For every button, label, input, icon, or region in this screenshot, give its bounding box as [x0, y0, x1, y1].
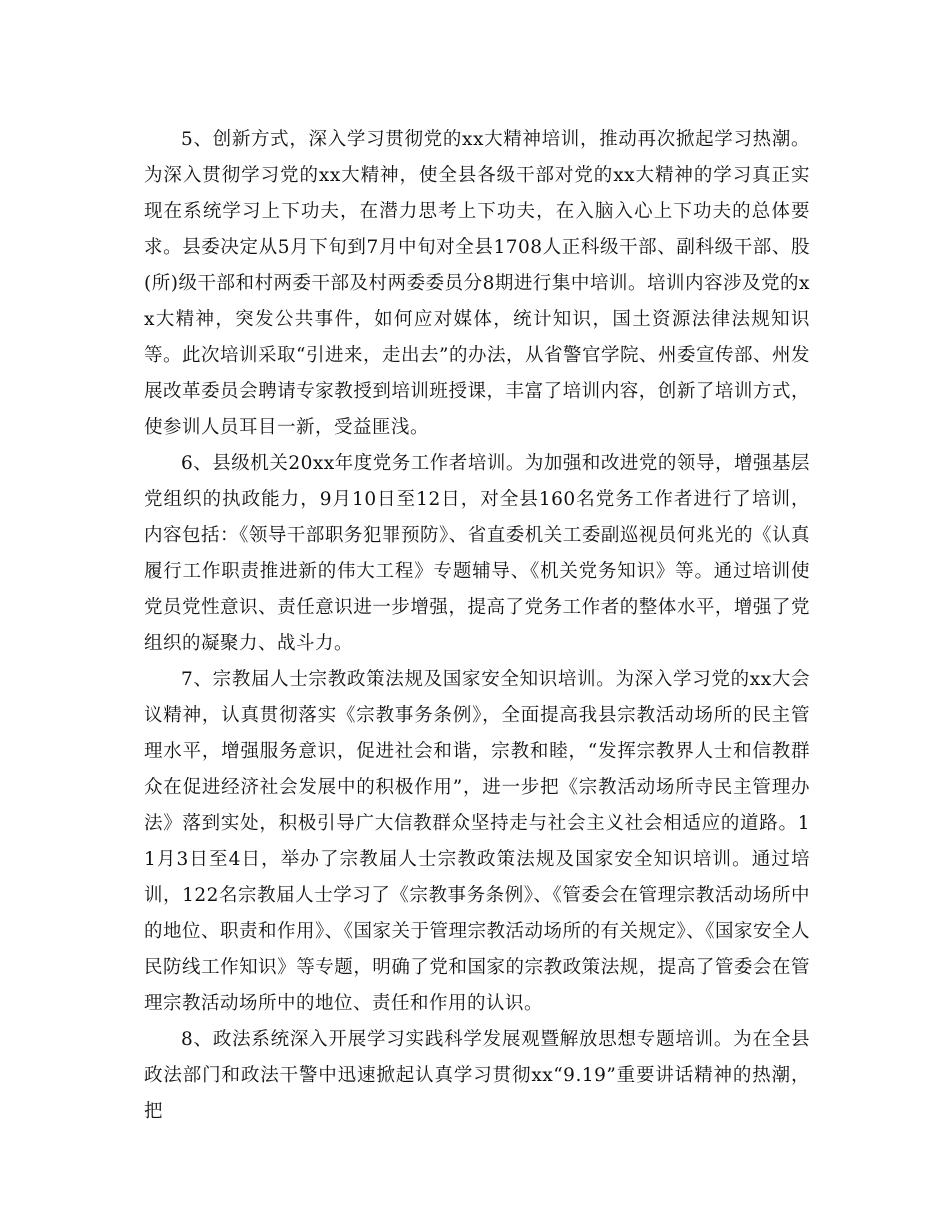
paragraph-item-7: 7、宗教届人士宗教政策法规及国家安全知识培训。为深入学习党的xx大会议精神，认真贯彻落实《宗教事务条例》，全面提高我县宗教活动场所的民主管理水平，增强服务意识，促进社会和谐，宗教和睦，“发挥宗教界人士和信教群众在促进经济社会发展中的积极作用”，进一步把《宗教活动场所寺民主管理办法》落到实处，积极引导广大信教群众坚持走与社会主义社会相适应的道路。11月3日至4日，举办了宗教届人士宗教政策法规及国家安全知识培训。通过培训，122名宗教届人士学习了《宗教事务条例》、《管委会在管理宗教活动场所中的地位、职责和作用》、《国家关于管理宗教活动场所的有关规定》、《国家安全人民防线工作知识》等专题，明确了党和国家的宗教政策法规，提高了管委会在管理宗教活动场所中的地位、责任和作用的认识。 — [144, 669, 811, 1014]
paragraph-item-8: 8、政法系统深入开展学习实践科学发展观暨解放思想专题培训。为在全县政法部门和政法干警中迅速掀起认真学习贯彻xx“9.19”重要讲话精神的热潮，把 — [144, 1029, 810, 1122]
paragraph-item-6: 6、县级机关20xx年度党务工作者培训。为加强和改进党的领导，增强基层党组织的执政能力，9月10日至12日，对全县160名党务工作者进行了培训，内容包括：《领导干部职务犯罪预防》、省直委机关工委副巡视员何兆光的《认真履行工作职责推进新的伟大工程》专题辅导、《机关党务知识》等。通过培训使党员党性意识、责任意识进一步增强，提高了党务工作者的整体水平，增强了党组织的凝聚力、战斗力。 — [144, 453, 810, 654]
paragraph-item-5: 5、创新方式，深入学习贯彻党的xx大精神培训，推动再次掀起学习热潮。为深入贯彻学习党的xx大精神，使全县各级干部对党的xx大精神的学习真正实现在系统学习上下功夫，在潜力思考上下功夫，在入脑入心上下功夫的总体要求。县委决定从5月下旬到7月中旬对全县1708人正科级干部、副科级干部、股(所)级干部和村两委干部及村两委委员分8期进行集中培训。培训内容涉及党的xx大精神，突发公共事件，如何应对媒体，统计知识，国土资源法律法规知识等。此次培训采取“引进来，走出去”的办法，从省警官学院、州委宣传部、州发展改革委员会聘请专家教授到培训班授课，丰富了培训内容，创新了培训方式，使参训人员耳目一新，受益匪浅。 — [144, 129, 810, 438]
